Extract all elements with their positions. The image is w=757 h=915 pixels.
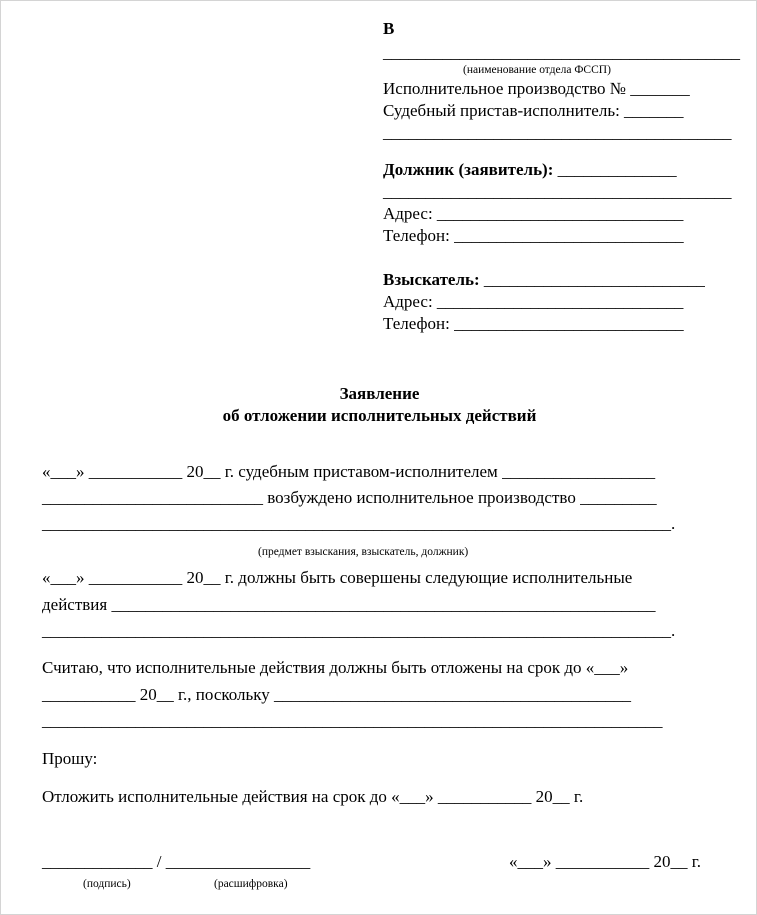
fssp-department-line: __________________________________________ xyxy=(383,43,740,62)
document-subtitle: об отложении исполнительных действий xyxy=(222,406,537,425)
addressee-label: В xyxy=(383,19,395,38)
paragraph-1-line-3: __________________________________________________________________________. xyxy=(42,514,676,533)
bailiff-field: Судебный пристав-исполнитель: _______ xyxy=(383,101,684,120)
decode-caption: (расшифровка) xyxy=(214,878,288,890)
creditor-address: Адрес: _____________________________ xyxy=(383,292,684,311)
signature-line: _____________ / _________________ xyxy=(42,852,311,871)
creditor-phone: Телефон: ___________________________ xyxy=(383,314,684,333)
paragraph-2-line-2: действия ________________________________________________________________ xyxy=(42,595,656,614)
signature-date: «___» ___________ 20__ г. xyxy=(509,852,702,871)
debtor-line: _________________________________________ xyxy=(383,182,732,201)
debtor-address: Адрес: _____________________________ xyxy=(383,204,684,223)
request-text: Отложить исполнительные действия на срок до «___» ___________ 20__ г. xyxy=(42,787,584,806)
creditor-blank: __________________________ xyxy=(479,270,705,289)
paragraph-1-line-1: «___» ___________ 20__ г. судебным приставом-исполнителем __________________ xyxy=(42,462,656,481)
paragraph-3-line-2: ___________ 20__ г., поскольку __________________________________________ xyxy=(42,685,632,704)
proceeding-number: Исполнительное производство № _______ xyxy=(383,79,690,98)
debtor-phone: Телефон: ___________________________ xyxy=(383,226,684,245)
debtor-blank: ______________ xyxy=(553,160,677,179)
paragraph-2-line-1: «___» ___________ 20__ г. должны быть совершены следующие исполнительные xyxy=(42,568,633,587)
debtor-field xyxy=(383,160,677,180)
subject-caption: (предмет взыскания, взыскатель, должник) xyxy=(258,546,469,558)
paragraph-1-line-2: __________________________ возбуждено исполнительное производство _________ xyxy=(42,488,657,507)
creditor-field xyxy=(383,270,705,290)
paragraph-3-line-3: _________________________________________________________________________ xyxy=(42,711,663,730)
debtor-label: Должник (заявитель): xyxy=(383,160,554,179)
fssp-department-caption: (наименование отдела ФССП) xyxy=(463,64,611,76)
document-title: Заявление xyxy=(339,384,420,403)
signature-caption: (подпись) xyxy=(83,878,131,890)
bailiff-line: _________________________________________ xyxy=(383,123,732,142)
request-label: Прошу: xyxy=(42,749,98,768)
paragraph-3-line-1: Считаю, что исполнительные действия должны быть отложены на срок до «___» xyxy=(42,658,629,677)
paragraph-2-line-3: __________________________________________________________________________. xyxy=(42,621,676,640)
creditor-label: Взыскатель: xyxy=(383,270,480,289)
